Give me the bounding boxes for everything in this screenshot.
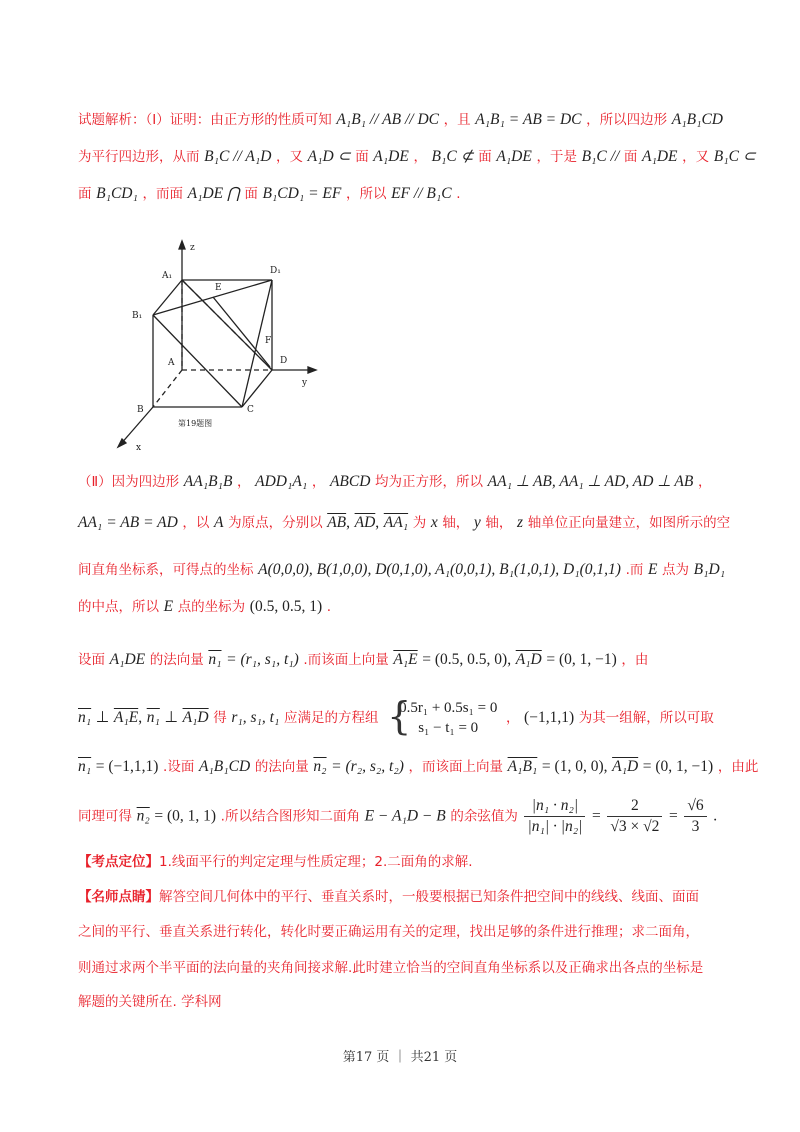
fraction-value [607,796,662,837]
fraction-cosine [524,796,585,837]
text: ， [237,474,251,490]
vector: $\overline{AB}$ [327,514,347,531]
text: .所以结合图形知二面角 [220,808,360,825]
math: B₁CD₁ = EF [262,185,342,202]
vector: AA₁ [383,514,409,531]
math: y [473,514,481,531]
math: ⊥ [95,709,110,726]
text: 面 [623,149,638,165]
text: 面 [355,149,369,165]
part2-line1 [78,472,711,492]
text: 为原点，分别以 [228,515,323,531]
label-y: y [302,378,308,388]
text: ，于是 [536,149,577,165]
numerator: √6 [684,796,706,817]
math: B₁C ⊂ [713,148,756,165]
math: = (0.5, 0.5, 0), [422,651,512,668]
text: ，由此 [717,759,759,775]
math: E − A₁D − B [364,807,446,825]
label-D: D [280,356,288,366]
text: 的余弦值为 [450,808,518,825]
part1-line1 [78,110,723,130]
kaodian-label: 【考点定位】 [78,854,159,870]
part3-line2 [78,694,714,738]
cube-figure [110,235,330,455]
math: E [163,598,174,615]
text: .设面 [163,759,195,775]
math: AA₁ = AB = AD [78,514,178,531]
math: ADD₁A₁ [255,473,308,490]
math: z [517,514,524,531]
text: . [326,599,332,615]
part3-line3 [78,757,758,777]
text: 轴单位正向量建立，如图所示的空 [527,515,731,531]
math: = (−1,1,1) [95,758,159,775]
part2-line4 [78,597,331,617]
mingshi-text: 则通过求两个半平面的法向量的夹角间接求解.此时建立恰当的空间直角坐标系以及正确求出各点的坐标是 [78,960,704,976]
text: 应满足的方程组 [284,710,379,726]
text: 为 [412,515,427,531]
math: B₁C // [581,148,620,165]
math: (−1,1,1) [524,709,575,726]
vector: A₁D [612,758,639,775]
cube-diagram-icon [110,235,330,455]
math: B₁D₁ [693,561,726,578]
text: ，由 [621,652,649,668]
vector: A₁E [113,709,139,726]
mingshi-text: 解答空间几何体中的平行、垂直关系时，一般要根据已知条件把空间中的线线、线面、面面 [159,889,699,905]
kaodian-line [78,852,473,872]
part2-line3 [78,560,725,580]
part3-line4 [78,796,717,837]
vector: A₁D [182,709,209,726]
text: ， [505,710,520,726]
text: 为平行四边形，从而 [78,149,200,165]
figure-caption: 第19题图 [178,419,213,428]
label-E: E [215,283,222,293]
math: = (r₁, s₁, t₁) [226,651,299,668]
label-x: x [136,443,142,453]
text: .而 [625,562,644,578]
vector: n₂ [136,807,150,825]
vector: A₁D [515,651,542,668]
text: 点的坐标为 [177,599,246,615]
fraction-result [684,796,706,837]
text: ， [413,149,427,165]
math: = (0, 1, 1) [154,807,217,825]
part1-line3 [78,184,461,204]
mingshi-line2 [78,922,699,942]
label-B: B [137,405,144,415]
text: 的法向量 [149,652,204,668]
text: 设面 [78,652,105,668]
equation-system [387,694,498,738]
kaodian-text: 1.线面平行的判定定理与性质定理；2.二面角的求解. [159,854,473,870]
vector: n₁ [208,651,222,668]
math: A₁DE [109,651,146,668]
math: A₁B₁CD [198,758,251,775]
numerator: |n₁ · n₂| [524,796,585,817]
label-A: A [168,358,175,368]
period: . [713,807,718,825]
vector: n₁ [78,758,92,775]
text: 均为正方形，所以 [375,474,484,490]
vector: $\overline{AD}$ [354,514,376,531]
text: ， [697,474,712,490]
math: B₁CD₁ [96,185,138,202]
text: 同理可得 [78,808,132,825]
text: 的法向量 [254,759,309,775]
equation-row: 0.5r₁ + 0.5s₁ = 0 [399,700,498,716]
label-z: z [190,243,195,253]
label-B1: B₁ [132,311,143,321]
math: A₁DE [373,148,409,165]
part1-line2 [78,147,756,167]
part2-line2: AA₁ = AB = AD ，以 A 为原点，分别以 $\overline{AB}$, $\overline{AD}$, AA₁ 为 x 轴， y 轴， z 轴单位正向量建立，如图所示的空 [78,514,731,531]
part3-line1 [78,650,648,670]
mingshi-text: 解题的关键所在. 学科网 [78,994,222,1010]
page-footer: 第17 页 ｜ 共21 页 [342,1050,458,1065]
math: A₁D ⊂ [307,148,351,165]
math: A₁B₁ // AB // DC [336,111,439,128]
left-brace-icon: { [387,694,412,738]
denominator: 3 [691,818,700,835]
text: ， [311,474,326,490]
text: 点为 [662,562,690,578]
text: ，所以 [345,186,387,202]
mingshi-line3 [78,958,703,978]
text: 轴， [485,515,513,531]
math: A₁DE [496,148,532,165]
math: AA₁ ⊥ AB, AA₁ ⊥ AD, AD ⊥ AB [487,473,694,490]
mingshi-line4 [78,992,222,1012]
math: ABCD [329,473,371,490]
math: = (r₂, s₂, t₂) [331,758,404,775]
math: EF // B₁C [391,185,452,202]
text: ，且 [443,112,471,128]
equals: = [592,807,601,825]
text: 面 [244,186,258,202]
mingshi-text: 之间的平行、垂直关系进行转化，转化时要正确运用有关的定理，找出足够的条件进行推理；求二面角， [78,924,699,940]
text: .而该面上向量 [303,652,389,668]
math: AA₁B₁B [183,473,233,490]
text: ，而该面上向量 [408,759,503,775]
text: ，又 [682,149,710,165]
label-F: F [265,336,272,346]
math: B₁C // A₁D [204,148,272,165]
math: A₁B₁CD [671,111,723,128]
text: ，又 [276,149,304,165]
label-D1: D₁ [270,266,281,276]
math: A(0,0,0), B(1,0,0), D(0,1,0), A₁(0,0,1), B₁(1,0,1), D₁(0,1,1) [258,561,621,578]
math: = (1, 0, 0), [541,758,608,775]
text: 面 [478,149,492,165]
math: A₁DE ⋂ [187,185,240,202]
label-C: C [247,405,254,415]
vector: n₂ [313,758,327,775]
mingshi-line1 [78,887,699,907]
math: r₁, s₁, t₁ [231,709,280,726]
text: 的中点，所以 [78,599,159,615]
text: 轴， [442,515,470,531]
math: x [430,514,438,531]
denominator: |n₁| · |n₂| [527,818,583,835]
text: ，所以四边形 [586,112,668,128]
math: A [214,514,224,531]
math: A₁B₁ = AB = DC [475,111,582,128]
label-A1: A₁ [162,271,173,281]
math: ⊥ [164,709,178,726]
vector: A₁B₁ [507,758,538,775]
math: = (0, 1, −1) [546,651,617,668]
text: ，而面 [142,186,183,202]
math: = (0, 1, −1) [642,758,714,775]
math: E [647,561,658,578]
text: ，以 [182,515,210,531]
equation-row: s₁ − t₁ = 0 [418,720,479,736]
mingshi-label: 【名师点睛】 [78,889,159,905]
vector: A₁E [393,651,418,668]
numerator: 2 [607,796,662,817]
math: A₁DE [641,148,678,165]
vector: n₁ [78,709,92,726]
text: 为其一组解，所以可取 [578,710,714,726]
text: 得 [213,710,227,726]
text: 面 [78,186,92,202]
text: （Ⅱ）因为四边形 [78,474,180,490]
math: B₁C ⊄ [431,148,474,165]
vector: n₁ [146,709,160,726]
math: , [138,709,143,726]
text: . [456,186,461,202]
text: 间直角坐标系，可得点的坐标 [78,562,254,578]
denominator: √3 × √2 [610,818,660,835]
equals: = [668,807,678,825]
solution-label: 试题解析：（Ⅰ）证明：由正方形的性质可知 [78,112,332,128]
math: (0.5, 0.5, 1) [249,598,323,615]
